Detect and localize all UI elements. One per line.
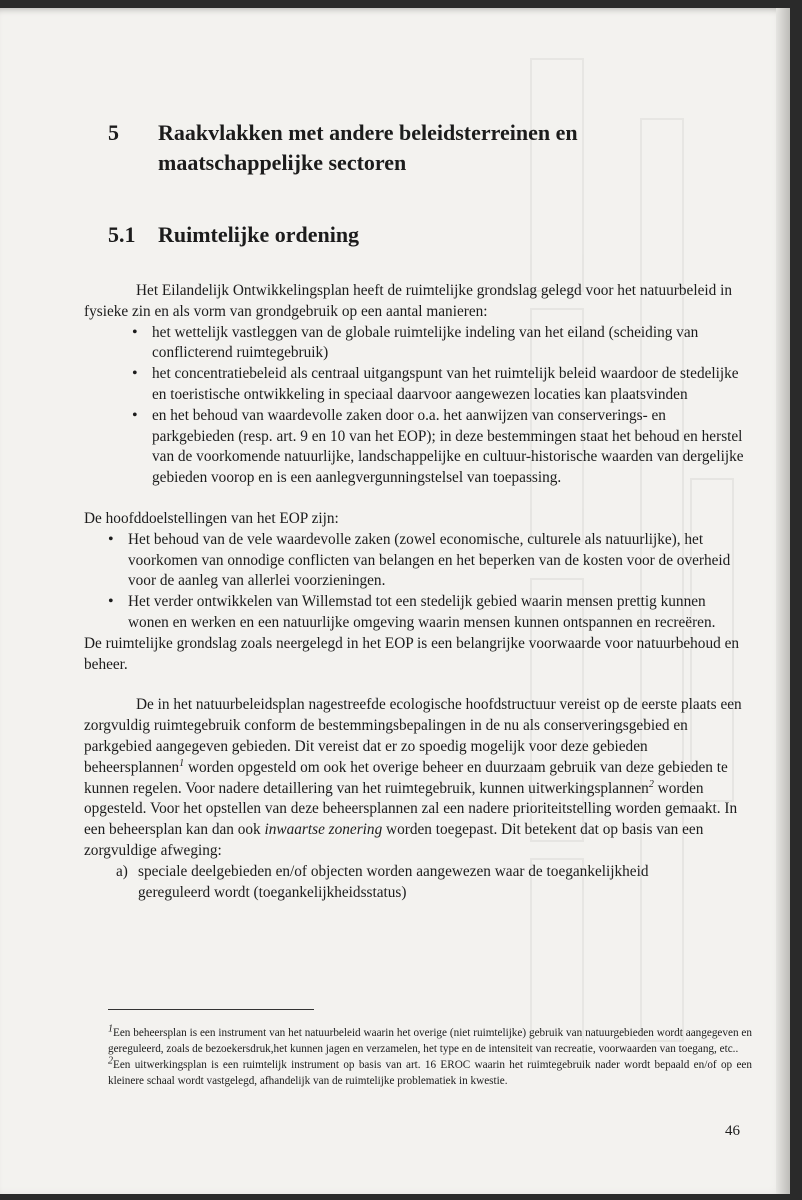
footnote: $^1$Een beheersplan is een instrument van het natuurbeleid waarin het overige (niet ruimtelijke) gebruik van natuurgebieden wordt aangegeven en gereguleerd, zoals de bezoekersdruk,het kunnen jagen en verzamelen, het type en de intensiteit van recreatie, voorwaarden van toegang, etc..	[108, 1023, 752, 1055]
list-item: • Het verder ontwikkelen van Willemstad tot een stedelijk gebied waarin mensen prettig kunnen wonen en werken en een natuurlijke omgeving waarin mensen kunnen ontspannen en recreëren.	[108, 592, 744, 634]
body-text	[84, 281, 744, 903]
italic-term: inwaartse zonering	[264, 821, 383, 839]
footnote: $^2$Een uitwerkingsplan is een ruimtelijk instrument op basis van art. 16 EROC waarin het ruimtegebruik nader wordt bepaald en/of op een kleinere schaal wordt vastgelegd, afhandelijk van de ruimtelijke problematiek in kwestie.	[108, 1055, 752, 1087]
footnote-ref-2: 2	[648, 778, 654, 790]
ecological-structure-paragraph: De in het natuurbeleidsplan nagestreefde ecologische hoofdstructuur vereist op de eerste plaats een zorgvuldig ruimtegebruik conform de bestemmingsbepalingen in de nu als conserveringsgebied en parkgebied aangegeven gebieden. Dit vereist dat er zo spoedig mogelijk voor deze gebieden beheersplannen$^1$ worden opgesteld om ook het overige beheer en duurzaam gebruik van deze gebieden te kunnen regelen. Voor nadere detaillering van het ruimtegebruik, kunnen uitwerkingsplannen$^2$ worden opgesteld. Voor het opstellen van deze beheersplannen zal een nadere prioriteitstelling worden gemaakt. In een beheersplan kan dan ook inwaartse zonering worden toegepast. Dit betekent dat op basis van een zorgvuldige afweging:	[84, 696, 742, 859]
goals-outro: De ruimtelijke grondslag zoals neergelegd in het EOP is een belangrijke voorwaarde voor natuurbehoud en beheer.	[84, 634, 740, 673]
chapter-title: Raakvlakken met andere beleidsterreinen en maatschappelijke sectoren	[158, 120, 578, 175]
list-item: • het wettelijk vastleggen van de globale ruimtelijke indeling van het eiland (scheiding van conflicterend ruimtegebruik)	[132, 323, 744, 365]
list-label: a)	[116, 862, 128, 880]
page-edge	[776, 8, 790, 1194]
section-number: 5.1	[108, 222, 136, 247]
page	[0, 8, 790, 1194]
list-item: • het concentratiebeleid als centraal uitgangspunt van het ruimtelijk beleid waardoor de stedelijke en toeristische ontwikkeling in speciaal daarvoor aangewezen locaties kan plaatsvinden	[132, 364, 744, 406]
goals-list	[84, 530, 744, 634]
section-title: Ruimtelijke ordening	[158, 222, 360, 247]
list-item: • en het behoud van waardevolle zaken door o.a. het aanwijzen van conserverings- en parkgebieden (resp. art. 9 en 10 van het EOP); in deze bestemmingen staat het behoud en herstel van de voorkomende natuurlijke, landschappelijke en cultuur-historische waarden van dergelijke gebieden voorop en is een aanlegvergunningstelsel van toepassing.	[132, 406, 744, 489]
section-heading	[108, 220, 359, 250]
list-item-a	[84, 862, 744, 904]
chapter-number: 5	[108, 120, 119, 145]
ruimtelijke-grondslag-list	[84, 323, 744, 489]
list-item: • Het behoud van de vele waardevolle zaken (zowel economische, culturele als natuurlijke), het voorkomen van onnodige conflicten van belangen en het beperken van de kosten voor de overheid voor de aanleg van allerlei voorzieningen.	[108, 530, 744, 592]
page-number: 46	[725, 1123, 740, 1139]
footnote-divider	[108, 1009, 314, 1010]
footnotes	[108, 1025, 752, 1089]
goals-intro: De hoofddoelstellingen van het EOP zijn:	[84, 509, 339, 527]
chapter-heading	[108, 118, 618, 178]
list-text: speciale deelgebieden en/of objecten worden aangewezen waar de toegankelijkheid gereguleerd wordt (toegankelijkheidsstatus)	[138, 862, 649, 901]
intro-paragraph: Het Eilandelijk Ontwikkelingsplan heeft de ruimtelijke grondslag gelegd voor het natuurbeleid in fysieke zin en als vorm van grondgebruik op een aantal manieren:	[84, 282, 732, 320]
footnote-ref-1: 1	[179, 757, 185, 769]
